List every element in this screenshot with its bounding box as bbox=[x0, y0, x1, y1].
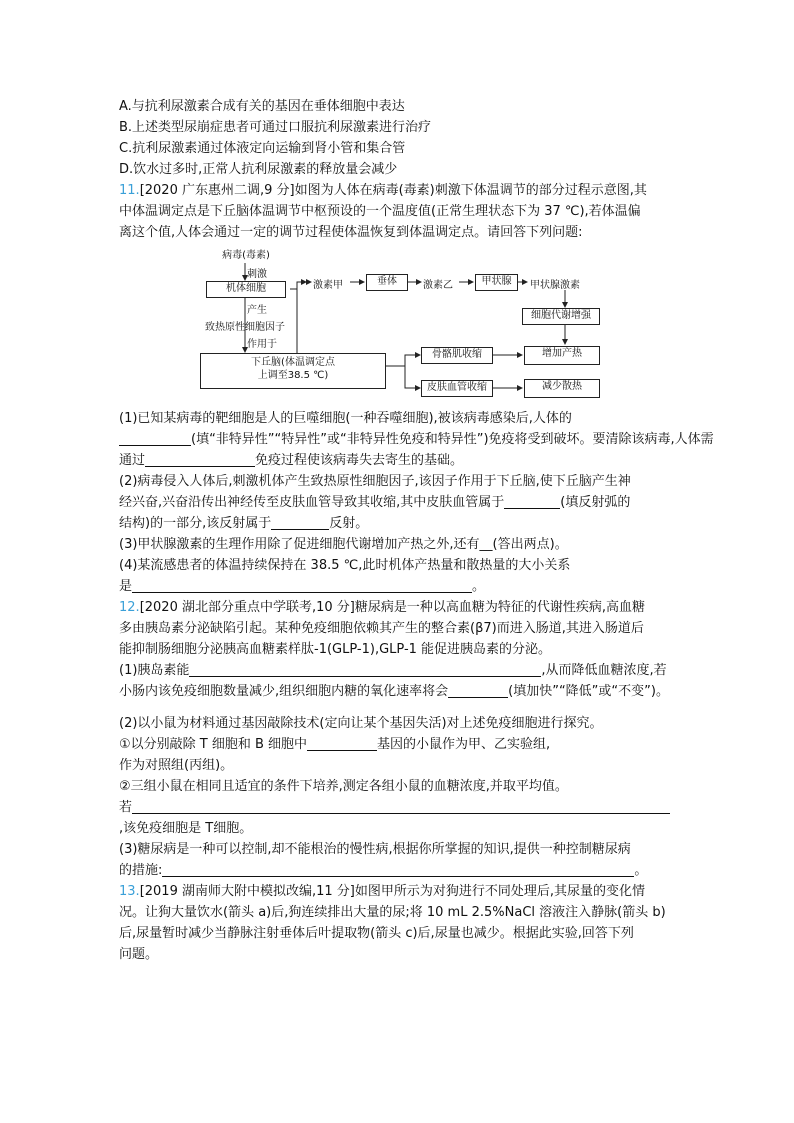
q11-part1-post: 免疫过程使该病毒失去寄生的基础。 bbox=[255, 453, 464, 468]
q11-part2-pre2: 结构)的一部分,该反射属于 bbox=[119, 516, 272, 531]
q12-part1-post2: (填加快”“降低”或“不变”)。 bbox=[508, 684, 669, 699]
q11-part4-line-2 bbox=[119, 577, 485, 597]
q13-number: 13. bbox=[119, 884, 140, 899]
answer-blank[interactable] bbox=[132, 578, 472, 593]
body-cell-box: 机体细胞 bbox=[206, 281, 286, 298]
answer-blank[interactable] bbox=[145, 452, 255, 467]
option-b: B.上述类型尿崩症患者可通过口服抗利尿激素进行治疗 bbox=[119, 120, 432, 135]
q11-source: [2020 广东惠州二调,9 分] bbox=[139, 183, 295, 198]
q11-part2-text: 经兴奋,兴奋沿传出神经传至皮肤血管导致其收缩,其中皮肤血管属于 bbox=[119, 495, 505, 510]
q11-part3: (3)甲状腺激素的生理作用除了促进细胞代谢增加产热之外,还有__(答出两点)。 bbox=[119, 537, 568, 552]
pituitary-box: 垂体 bbox=[366, 274, 408, 291]
q11-part1-text: (填“非特异性”“特异性”或“非特异性免疫和特异性”)免疫将受到破坏。要清除该病毒,人体需 bbox=[191, 432, 714, 447]
q12-source: [2020 湖北部分重点中学联考,10 分] bbox=[139, 600, 355, 615]
metabolism-box: 细胞代谢增强 bbox=[522, 308, 600, 325]
produce-label: 产生 bbox=[247, 305, 267, 316]
q12-part1-line-2 bbox=[119, 682, 669, 702]
q12-part3-line-1: (3)糖尿病是一种可以控制,却不能根治的慢性病,根据你所掌握的知识,提供一种控制糖尿病 bbox=[119, 842, 631, 857]
q11-text-1: 如图为人体在病毒(毒素)刺激下体温调节的部分过程示意图,其 bbox=[294, 183, 647, 198]
q12-part2: (2)以小鼠为材料通过基因敲除技术(定向让某个基因失活)对上述免疫细胞进行探究。 bbox=[119, 716, 603, 731]
q12-text-1: 糖尿病是一种以高血糖为特征的代谢性疾病,高血糖 bbox=[354, 600, 645, 615]
pyrogen-label: 致热原性细胞因子 bbox=[205, 322, 285, 333]
q12-part1-line-1 bbox=[119, 661, 667, 681]
q11-part1-pre: 通过 bbox=[119, 453, 146, 468]
q12-step3 bbox=[119, 798, 670, 818]
q13-line-1 bbox=[119, 882, 645, 902]
q12-part1-post: ,从而降低血糖浓度,若 bbox=[541, 663, 667, 678]
q11-part1-line-1: (1)已知某病毒的靶细胞是人的巨噬细胞(一种吞噬细胞),被该病毒感染后,人体的 bbox=[119, 411, 572, 426]
q12-step1-pre: ①以分别敲除 T 细胞和 B 细胞中 bbox=[119, 737, 308, 752]
virus-label: 病毒(毒素) bbox=[210, 249, 282, 263]
q12-line-1 bbox=[119, 598, 645, 618]
q11-part2-line-1: (2)病毒侵入人体后,刺激机体产生致热原性细胞因子,该因子作用于下丘脑,使下丘脑产生神 bbox=[119, 474, 631, 489]
q13-text-1: 如图甲所示为对狗进行不同处理后,其尿量的变化情 bbox=[354, 884, 645, 899]
q12-line-3: 能抑制肠细胞分泌胰高血糖素样肽-1(GLP-1),GLP-1 能促进胰岛素的分泌。 bbox=[119, 642, 552, 657]
q12-step1-line-2: 作为对照组(丙组)。 bbox=[119, 758, 234, 773]
answer-blank[interactable] bbox=[189, 662, 541, 677]
hypothalamus-box bbox=[200, 353, 386, 389]
q11-part4-pre: 是 bbox=[119, 579, 133, 594]
hormone-a-label: 激素甲 bbox=[313, 280, 343, 291]
q12-step3-pre: 若 bbox=[119, 800, 133, 815]
q11-part2-line-3 bbox=[119, 514, 368, 534]
hypothalamus-line-2: 上调至38.5 ℃) bbox=[257, 370, 329, 381]
q12-line-2: 多由胰岛素分泌缺陷引起。某种免疫细胞依赖其产生的整合素(β7)而进入肠道,其进入肠道后 bbox=[119, 621, 644, 636]
heat-production-box: 增加产热 bbox=[524, 346, 600, 365]
q12-part3-post: 。 bbox=[634, 863, 648, 878]
q12-step1-line-1 bbox=[119, 735, 550, 755]
q11-number: 11. bbox=[119, 183, 140, 198]
q11-part2-line-2 bbox=[119, 493, 630, 513]
q11-part4-line-1: (4)某流感患者的体温持续保持在 38.5 ℃,此时机体产热量和散热量的大小关系 bbox=[119, 558, 571, 573]
option-d: D.饮水过多时,正常人抗利尿激素的释放量会减少 bbox=[119, 162, 398, 177]
q12-step2: ②三组小鼠在相同且适宜的条件下培养,测定各组小鼠的血糖浓度,并取平均值。 bbox=[119, 779, 568, 794]
thyroid-box: 甲状腺 bbox=[475, 274, 518, 291]
answer-blank[interactable] bbox=[504, 494, 560, 509]
q12-part3-line-2 bbox=[119, 861, 647, 881]
q13-line-2: 况。让狗大量饮水(箭头 a)后,狗连续排出大量的尿;将 10 mL 2.5%NaCl 溶液注入静脉(箭头 b) bbox=[119, 905, 666, 920]
answer-blank[interactable] bbox=[132, 799, 670, 814]
vessel-box: 皮肤血管收缩 bbox=[421, 380, 493, 397]
heat-loss-box: 减少散热 bbox=[524, 379, 600, 398]
thyroid-hormone-label: 甲状腺激素 bbox=[530, 280, 580, 291]
q12-part3-pre: 的措施: bbox=[119, 863, 163, 878]
answer-blank[interactable] bbox=[119, 431, 191, 446]
act-on-label: 作用于 bbox=[247, 339, 277, 350]
hormone-b-label: 激素乙 bbox=[423, 280, 453, 291]
q11-part1-line-3 bbox=[119, 451, 463, 471]
muscle-box: 骨骼肌收缩 bbox=[421, 347, 493, 364]
q11-line-3: 离这个值,人体会通过一定的调节过程使体温恢复到体温调定点。请回答下列问题: bbox=[119, 225, 583, 240]
answer-blank[interactable] bbox=[271, 515, 329, 530]
q12-number: 12. bbox=[119, 600, 140, 615]
q11-part2-post: (填反射弧的 bbox=[560, 495, 631, 510]
q12-part1-pre: (1)胰岛素能 bbox=[119, 663, 190, 678]
q13-line-4: 问题。 bbox=[119, 947, 159, 962]
stimulate-label: 刺激 bbox=[247, 269, 267, 280]
q12-part1-pre2: 小肠内该免疫细胞数量减少,组织细胞内糖的氧化速率将会 bbox=[119, 684, 449, 699]
answer-blank[interactable] bbox=[448, 683, 508, 698]
q11-line-2: 中体温调定点是下丘脑体温调节中枢预设的一个温度值(正常生理状态下为 37 ℃),若体温偏 bbox=[119, 204, 641, 219]
q12-step4: ,该免疫细胞是 T细胞。 bbox=[119, 821, 253, 836]
q12-step1-post: 基因的小鼠作为甲、乙实验组, bbox=[377, 737, 551, 752]
option-a: A.与抗利尿激素合成有关的基因在垂体细胞中表达 bbox=[119, 99, 405, 114]
answer-blank[interactable] bbox=[162, 862, 634, 877]
q11-part2-post2: 反射。 bbox=[329, 516, 369, 531]
option-c: C.抗利尿激素通过体液定向运输到肾小管和集合管 bbox=[119, 141, 406, 156]
q11-part4-post: 。 bbox=[472, 579, 486, 594]
q13-line-3: 后,尿量暂时减少当静脉注射垂体后叶提取物(箭头 c)后,尿量也减少。根据此实验,回答下列 bbox=[119, 926, 634, 941]
answer-blank[interactable] bbox=[307, 736, 377, 751]
q11-part1-line-2 bbox=[119, 430, 714, 450]
q13-source: [2019 湖南师大附中模拟改编,11 分] bbox=[139, 884, 355, 899]
hypothalamus-line-1: 下丘脑(体温调定点 bbox=[251, 357, 335, 368]
